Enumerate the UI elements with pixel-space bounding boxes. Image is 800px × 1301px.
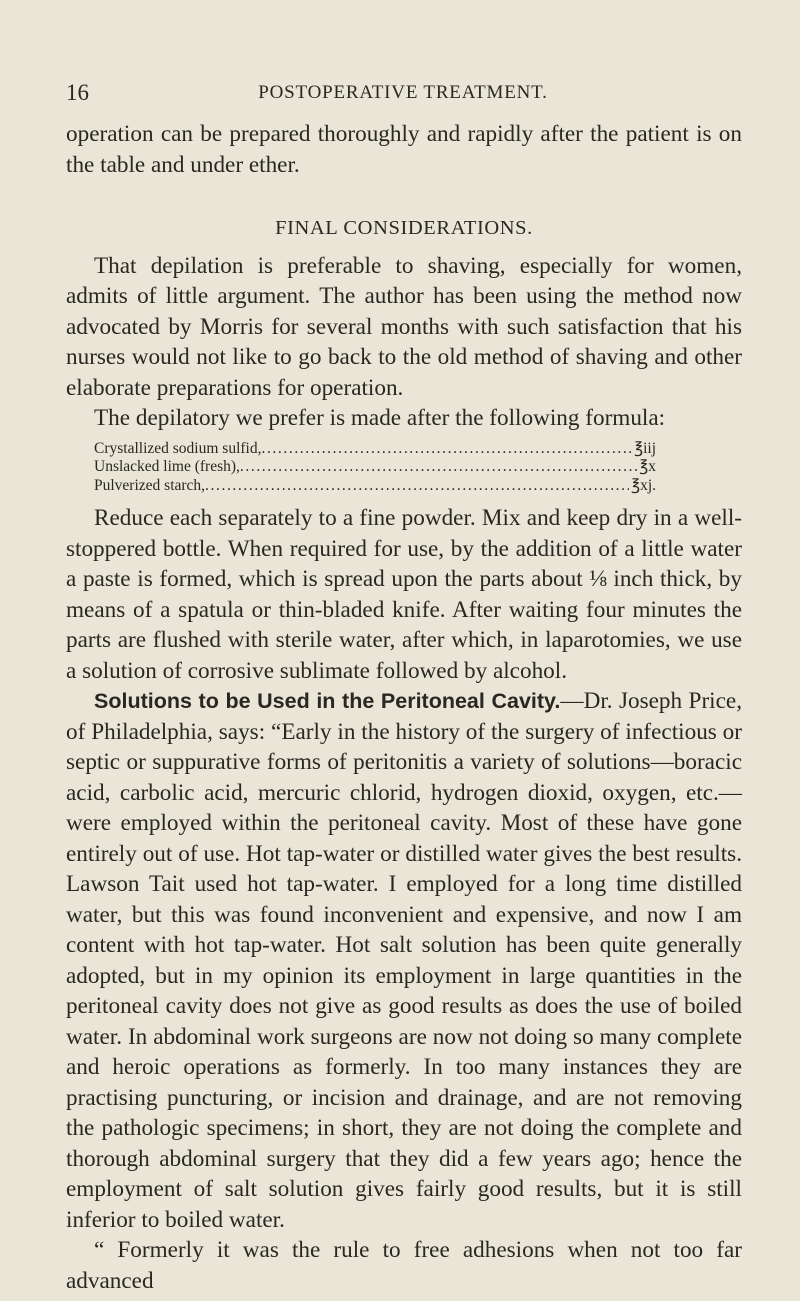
section-title: FINAL CONSIDERATIONS. [275, 217, 533, 239]
formula-quantity: ℥xj. [631, 476, 656, 494]
page-body [66, 119, 742, 1296]
run-in-heading: Solutions to be Used in the Peritoneal Cavity. [94, 689, 561, 713]
leader-dots [261, 440, 632, 459]
formula-quantity: ℥x [639, 458, 656, 475]
formula-list [94, 440, 656, 496]
page-header [66, 80, 740, 110]
depilation-paragraph: That depilation is preferable to shaving, especially for women, admits of little argument. The author has been using the method now advocated by Morris for several months with such satisfaction that his nurses would not like to go back to the old method of shaving and other elaborate preparations for operation. [66, 252, 742, 401]
solutions-paragraph [66, 686, 742, 1235]
final-paragraph: “ Formerly it was the rule to free adhesions when not too far advanced [66, 1237, 742, 1294]
formula-ingredient: Pulverized starch, [94, 476, 206, 494]
formula-quantity: ℥iij [634, 439, 656, 457]
page-number: 16 [66, 80, 89, 105]
reduce-paragraph: Reduce each separately to a fine powder. Mix and keep dry in a well-stoppered bottle. When required for use, by the addition of a little water a paste is formed, which is spread upon the parts about ⅛ inch thick, by means of a spatula or thin-bladed knife. After waiting four minutes the parts are flushed with sterile water, after which, in laparotomies, we use a solution of corrosive sublimate followed by alcohol. [66, 505, 742, 684]
formula-item [94, 477, 656, 496]
formula-item [94, 458, 656, 477]
formula-ingredient: Unslacked lime (fresh), [94, 458, 240, 475]
formula-item [94, 440, 656, 459]
formula-ingredient: Crystallized sodium sulfid, [94, 439, 262, 457]
intro-paragraph: operation can be prepared thoroughly and rapidly after the patient is on the table and under ether. [66, 121, 742, 178]
leader-dots [240, 458, 637, 477]
running-head: POSTOPERATIVE TREATMENT. [258, 82, 548, 103]
formula-intro-paragraph: The depilatory we prefer is made after the following formula: [94, 405, 666, 431]
leader-dots [205, 477, 629, 496]
solutions-text: —Dr. Joseph Price, of Philadelphia, says: “Early in the history of the surgery of infectious or septic or suppurative forms of peritonitis a variety of solutions—boracic acid, carbolic acid, mercuric chlorid, hydrogen dioxid, oxygen, etc.—were employed within the peritoneal cavity. Most of these have gone entirely out of use. Hot tap-water or distilled water gives the best results. Lawson Tait used hot tap-water. I employed for a long time distilled water, but this was found inconvenient and expensive, and now I am content with hot tap-water. Hot salt solution has been quite generally adopted, but in my opinion its employment in large quantities in the peritoneal cavity does not give as good results as does the use of boiled water. In abdominal work surgeons are now not doing so many complete and heroic operations as formerly. In too many instances they are practising puncturing, or incision and drainage, and are not removing the pathologic specimens; in short, they are not doing the complete and thorough abdominal surgery that they did a few years ago; hence the employment of salt solution gives fairly good results, but it is still inferior to boiled water. [66, 688, 742, 1233]
